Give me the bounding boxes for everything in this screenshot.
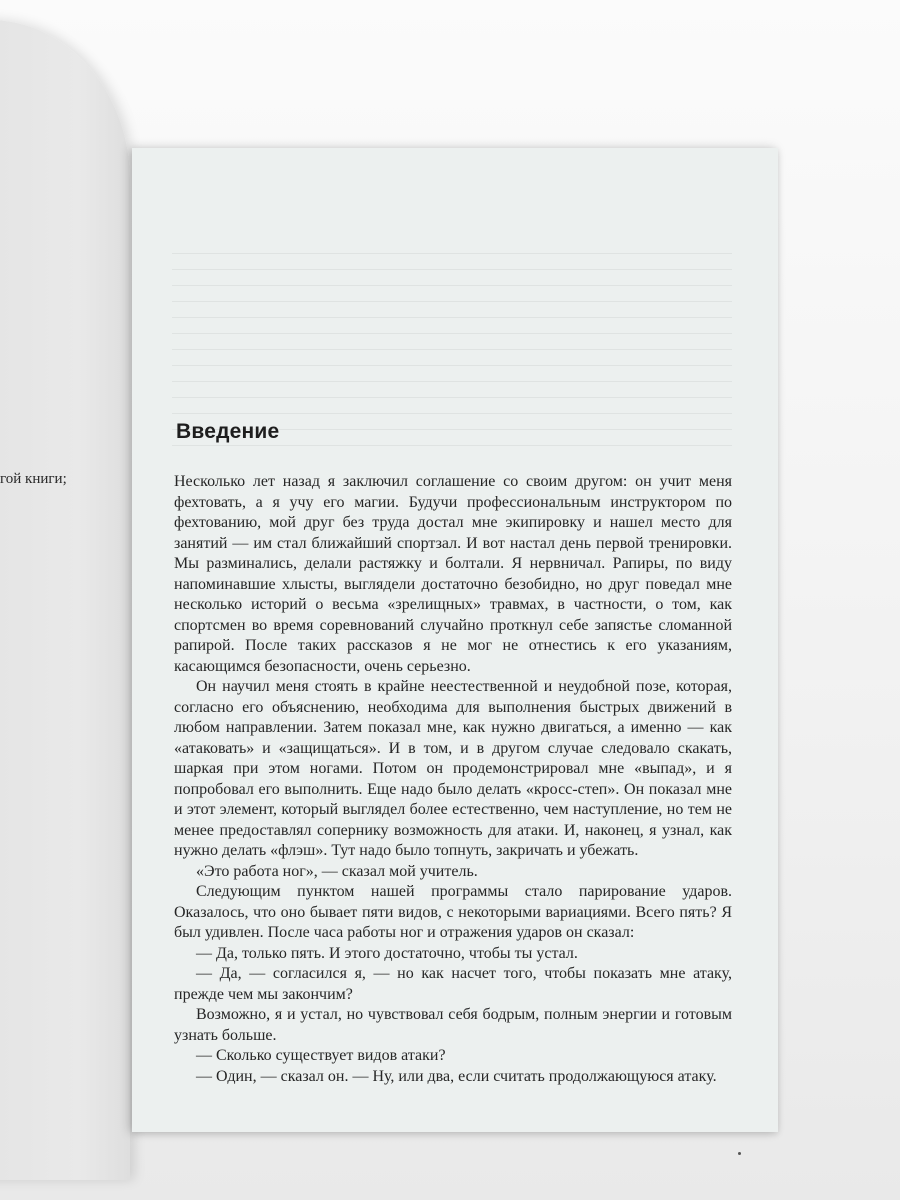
paragraph: Возможно, я и устал, но чувствовал себя бодрым, полным энергии и готовым узнать больше. [174,1006,732,1044]
paragraph: Он научил меня стоять в крайне неестественной и неудобной позе, которая, согласно его объяснению, необходима для выполнения быстрых движений в любом направлении. Затем показал мне, как нужно двигаться, а именно — как «атаковать» и «защищаться». И в том, и в другом случае следовало скакать, шаркая при этом ногами. Потом он продемонстрировал мне «выпад», и я попробовал его выполнить. Еще надо было делать «кросс-степ». Он показал мне и этот элемент, который выглядел более естественно, чем наступление, но тем не менее предоставлял сопернику возможность для атаки. И, наконец, я узнал, как нужно делать «флэш». Тут надо было топнуть, закричать и убежать. [174,678,732,859]
chapter-title: Введение [176,420,280,443]
paragraph: — Да, только пять. И этого достаточно, чтобы ты устал. [196,944,578,962]
left-page-text-fragment: гой книги; [0,471,67,487]
paragraph: Несколько лет назад я заключил соглашение со своим другом: он учит меня фехтовать, а я учу его магии. Будучи профессиональным инструктором по фехтованию, мой друг без труда достал мне экипировку и нашел место для занятий — им стал ближайший спортзал. И вот настал день первой тренировки. Мы разминались, делали растяжку и болтали. Я нервничал. Рапиры, по виду напоминавшие хлысты, выглядели достаточно безобидно, но друг поведал мне несколько историй о весьма «зрелищных» травмах, в частности, о том, как спортсмен во время соревнований случайно проткнул себе запястье сломанной рапирой. После таких рассказов я не мог не отнестись к его указаниям, касающимся безопасности, очень серьезно. [174,473,732,675]
paragraph: — Да, — согласился я, — но как насчет того, чтобы показать мне атаку, прежде чем мы закончим? [174,965,732,1003]
paragraph: — Один, — сказал он. — Ну, или два, если считать продолжающуюся атаку. [196,1067,717,1085]
dust-speck [738,1152,741,1155]
paragraph: Следующим пунктом нашей программы стало парирование ударов. Оказалось, что оно бывает пяти видов, с некоторыми вариациями. Всего пять? Я был удивлен. После часа работы ног и отражения ударов он сказал: [174,883,732,941]
body-text [174,472,732,1087]
paragraph: — Сколько существует видов атаки? [196,1047,446,1064]
paragraph: «Это работа ног», — сказал мой учитель. [196,862,478,880]
left-book-page [0,20,130,1180]
book-page [132,148,778,1132]
